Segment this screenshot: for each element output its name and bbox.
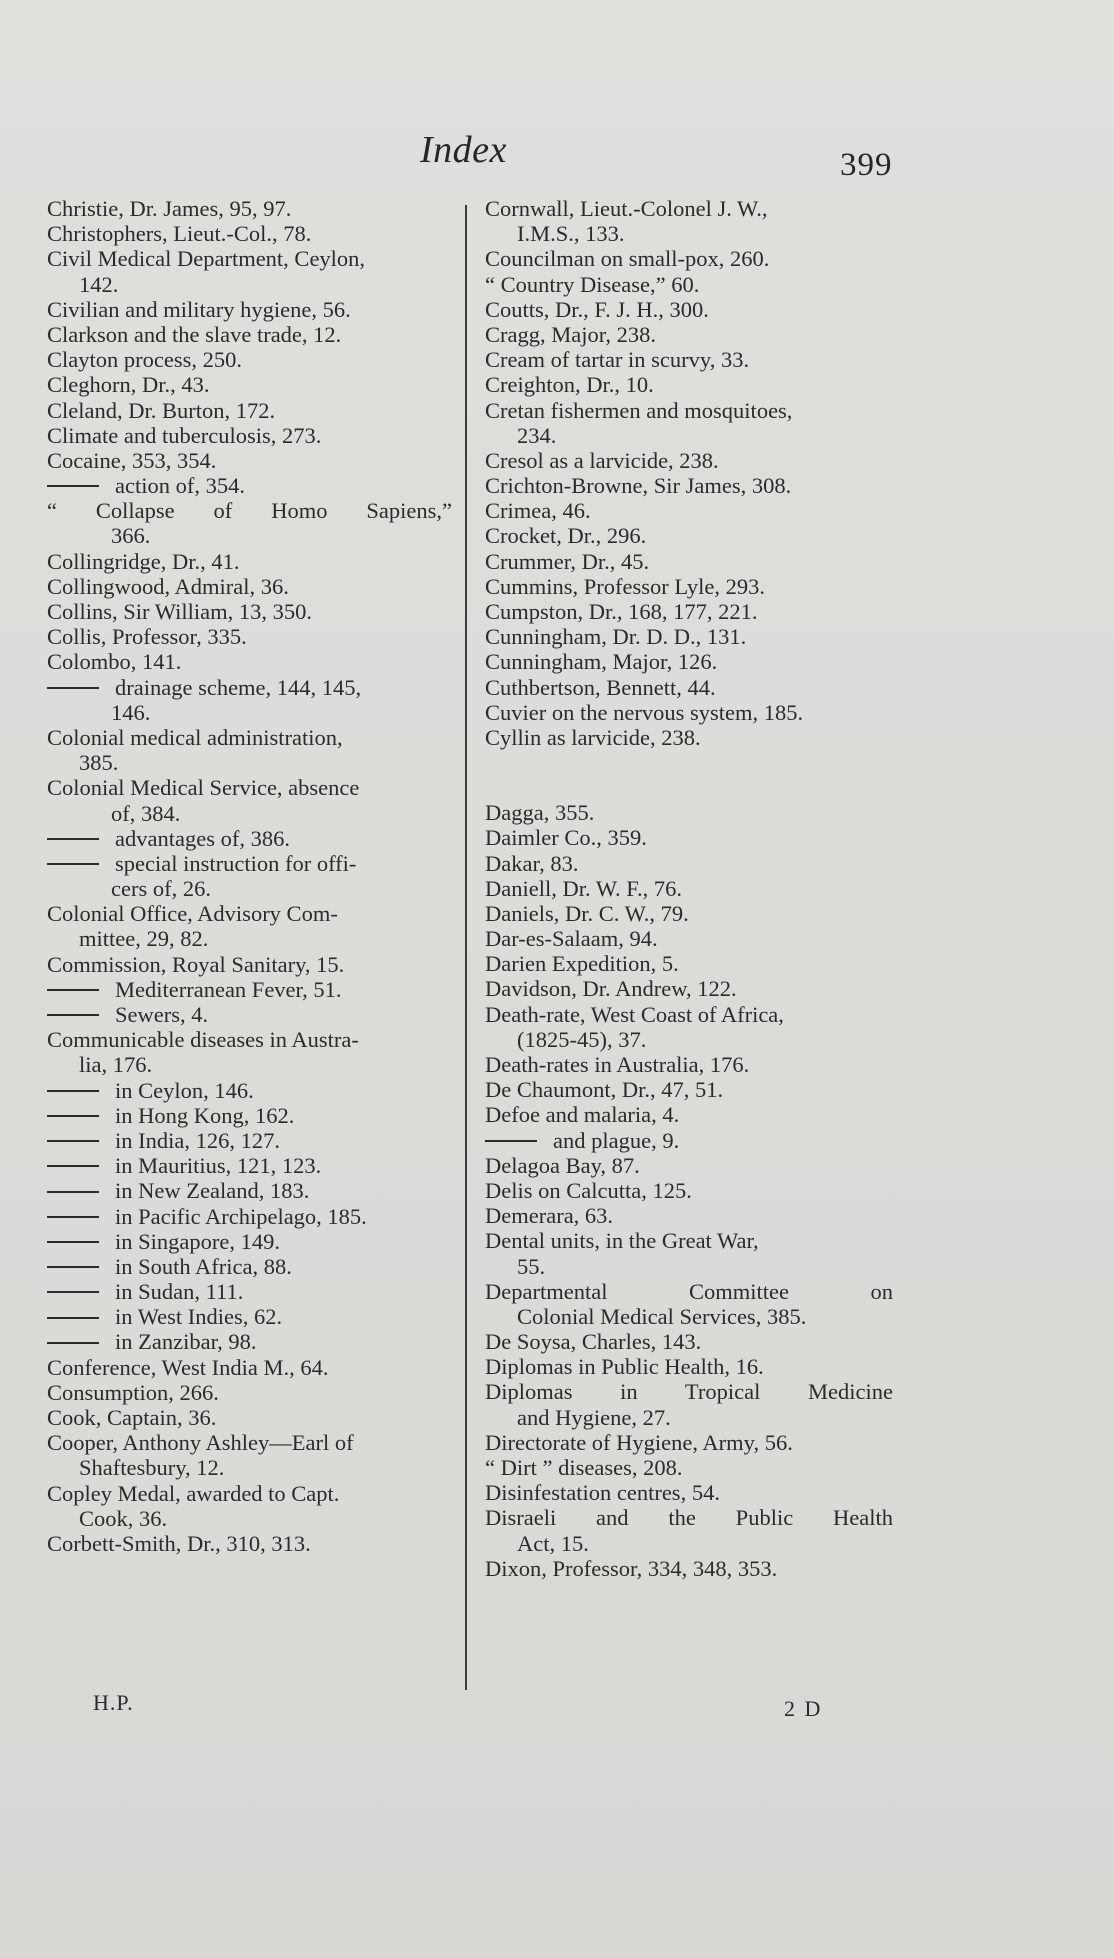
ditto-dash <box>47 1165 99 1167</box>
index-entry: Cumpston, Dr., 168, 177, 221. <box>485 599 758 624</box>
index-entry-continuation: 146. <box>111 699 151 725</box>
ditto-dash <box>47 838 99 840</box>
index-entry-continuation: Act, 15. <box>517 1530 589 1556</box>
ditto-dash <box>47 1115 99 1117</box>
index-entry: Dagga, 355. <box>485 800 595 826</box>
index-entry: Davidson, Dr. Andrew, 122. <box>485 976 737 1002</box>
index-subentry: special instruction for offi- <box>47 851 452 876</box>
index-entry: De Soysa, Charles, 143. <box>485 1329 702 1355</box>
index-entry: Collins, Sir William, 13, 350. <box>47 599 312 624</box>
ditto-dash <box>485 1140 537 1142</box>
index-entry: Conference, West India M., 64. <box>47 1354 329 1380</box>
index-entry: Corbett-Smith, Dr., 310, 313. <box>47 1530 311 1556</box>
page-number: 399 <box>840 147 893 183</box>
index-entry: Cretan fishermen and mosquitoes, <box>485 397 793 423</box>
index-entry: De Chaumont, Dr., 47, 51. <box>485 1077 724 1103</box>
section-gap <box>485 750 893 800</box>
ditto-dash <box>47 1140 99 1142</box>
index-entry: Communicable diseases in Austra- <box>47 1027 359 1053</box>
index-subentry: action of, 354. <box>47 473 452 498</box>
index-entry: Cooper, Anthony Ashley—Earl of <box>47 1430 354 1456</box>
index-entry-continuation: 55. <box>517 1253 546 1279</box>
index-entry: Crummer, Dr., 45. <box>485 548 650 574</box>
index-entry: Collingridge, Dr., 41. <box>47 548 240 574</box>
index-entry-continuation: 385. <box>79 750 119 776</box>
index-entry: Christie, Dr. James, 95, 97. <box>47 196 292 221</box>
ditto-dash <box>47 1342 99 1344</box>
index-entry: Daniell, Dr. W. F., 76. <box>485 875 682 901</box>
index-entry: Colonial medical administration, <box>47 724 343 750</box>
index-entry: Clarkson and the slave trade, 12. <box>47 321 342 347</box>
index-subentry: in Ceylon, 146. <box>47 1078 452 1103</box>
index-subentry: Sewers, 4. <box>47 1002 452 1027</box>
index-entry: Cresol as a larvicide, 238. <box>485 447 719 473</box>
index-entry-continuation: Cook, 36. <box>79 1505 168 1531</box>
index-entry: Collingwood, Admiral, 36. <box>47 573 289 599</box>
column-divider <box>465 205 467 1690</box>
index-entry: Councilman on small-pox, 260. <box>485 246 770 272</box>
index-entry: Diplomas in Tropical Medicine <box>485 1379 893 1405</box>
index-entry: Defoe and malaria, 4. <box>485 1102 680 1128</box>
index-subentry: in Mauritius, 121, 123. <box>47 1153 452 1178</box>
index-entry-continuation: lia, 176. <box>79 1052 153 1078</box>
index-entry: Diplomas in Public Health, 16. <box>485 1354 764 1380</box>
index-subentry: Mediterranean Fever, 51. <box>47 977 452 1002</box>
index-entry: “ Country Disease,” 60. <box>485 271 700 297</box>
index-entry: Disinfestation centres, 54. <box>485 1480 720 1506</box>
index-entry-continuation: cers of, 26. <box>111 876 211 902</box>
index-entry-continuation: 142. <box>79 271 119 297</box>
index-entry: “ Collapse of Homo Sapiens,” <box>47 498 452 524</box>
index-entry: Cyllin as larvicide, 238. <box>485 724 701 750</box>
index-entry: Dixon, Professor, 334, 348, 353. <box>485 1555 778 1581</box>
index-entry-continuation: 234. <box>517 422 557 448</box>
index-entry: Dar-es-Salaam, 94. <box>485 926 658 952</box>
index-entry: Cook, Captain, 36. <box>47 1405 217 1430</box>
index-column-right <box>485 196 893 1581</box>
index-entry: Delagoa Bay, 87. <box>485 1152 640 1178</box>
index-entry: Disraeli and the Public Health <box>485 1505 893 1531</box>
index-subentry: and plague, 9. <box>485 1128 893 1153</box>
index-entry: Christophers, Lieut.-Col., 78. <box>47 221 312 247</box>
index-entry: Consumption, 266. <box>47 1379 219 1405</box>
printer-signature-mark: H.P. <box>93 1690 134 1715</box>
index-subentry: in New Zealand, 183. <box>47 1178 452 1203</box>
ditto-dash <box>47 989 99 991</box>
ditto-dash <box>47 687 99 689</box>
index-entry-continuation: Shaftesbury, 12. <box>79 1455 225 1481</box>
index-subentry: in South Africa, 88. <box>47 1254 452 1279</box>
index-subentry: in India, 126, 127. <box>47 1128 452 1153</box>
index-entry: Commission, Royal Sanitary, 15. <box>47 951 345 977</box>
index-entry: Demerara, 63. <box>485 1203 614 1229</box>
ditto-dash <box>47 1241 99 1243</box>
index-subentry: in Zanzibar, 98. <box>47 1329 452 1354</box>
index-entry: Death-rates in Australia, 176. <box>485 1052 750 1077</box>
index-subentry: in Hong Kong, 162. <box>47 1103 452 1128</box>
index-entry: Cragg, Major, 238. <box>485 321 656 347</box>
index-entry: Delis on Calcutta, 125. <box>485 1177 692 1203</box>
ditto-dash <box>47 1317 99 1319</box>
ditto-dash <box>47 1291 99 1293</box>
index-entry: Civil Medical Department, Ceylon, <box>47 246 366 272</box>
index-entry: Creighton, Dr., 10. <box>485 372 654 398</box>
index-entry: Crichton-Browne, Sir James, 308. <box>485 473 792 499</box>
index-column-left <box>47 196 452 1556</box>
index-entry: Cunningham, Dr. D. D., 131. <box>485 624 747 650</box>
index-entry: Cleghorn, Dr., 43. <box>47 372 210 398</box>
index-entry: Cuthbertson, Bennett, 44. <box>485 674 716 700</box>
index-entry: Death-rate, West Coast of Africa, <box>485 1001 784 1027</box>
index-entry: Colonial Medical Service, absence <box>47 775 360 801</box>
index-entry: Crimea, 46. <box>485 498 591 524</box>
index-subentry: in Pacific Archipelago, 185. <box>47 1204 452 1229</box>
index-entry: Daniels, Dr. C. W., 79. <box>485 900 689 926</box>
index-entry-continuation: of, 384. <box>111 800 181 826</box>
ditto-dash <box>47 1014 99 1016</box>
index-entry: Copley Medal, awarded to Capt. <box>47 1480 340 1506</box>
index-entry: Dakar, 83. <box>485 850 579 876</box>
index-entry-continuation: mittee, 29, 82. <box>79 926 209 952</box>
index-entry: Colombo, 141. <box>47 649 182 675</box>
index-entry-continuation: 366. <box>111 523 151 549</box>
index-subentry: in Sudan, 111. <box>47 1279 452 1304</box>
index-entry: Coutts, Dr., F. J. H., 300. <box>485 296 709 322</box>
ditto-dash <box>47 863 99 865</box>
running-title: Index <box>420 129 507 171</box>
index-entry: “ Dirt ” diseases, 208. <box>485 1455 683 1480</box>
index-entry: Cream of tartar in scurvy, 33. <box>485 347 750 373</box>
ditto-dash <box>47 485 99 487</box>
index-entry: Cocaine, 353, 354. <box>47 447 217 473</box>
index-entry: Cummins, Professor Lyle, 293. <box>485 573 765 599</box>
index-entry: Cleland, Dr. Burton, 172. <box>47 397 276 423</box>
index-entry-continuation: (1825-45), 37. <box>517 1026 647 1052</box>
index-subentry: advantages of, 386. <box>47 826 452 851</box>
index-entry: Crocket, Dr., 296. <box>485 523 647 549</box>
index-entry: Collis, Professor, 335. <box>47 624 247 650</box>
index-entry-continuation: and Hygiene, 27. <box>517 1404 671 1430</box>
index-entry: Departmental Committee on <box>485 1278 893 1304</box>
index-subentry: in West Indies, 62. <box>47 1304 452 1329</box>
index-entry: Cunningham, Major, 126. <box>485 649 718 675</box>
index-entry: Colonial Office, Advisory Com- <box>47 901 338 927</box>
ditto-dash <box>47 1216 99 1218</box>
index-entry: Cornwall, Lieut.-Colonel J. W., <box>485 196 768 221</box>
ditto-dash <box>47 1191 99 1193</box>
index-entry: Directorate of Hygiene, Army, 56. <box>485 1429 793 1455</box>
index-entry: Clayton process, 250. <box>47 347 242 373</box>
index-entry-continuation: I.M.S., 133. <box>517 221 625 247</box>
index-subentry: drainage scheme, 144, 145, <box>47 675 452 700</box>
ditto-dash <box>47 1090 99 1092</box>
index-entry: Cuvier on the nervous system, 185. <box>485 699 804 725</box>
index-entry: Civilian and military hygiene, 56. <box>47 296 351 322</box>
ditto-dash <box>47 1266 99 1268</box>
gathering-signature-mark: 2 D <box>784 1696 823 1721</box>
index-entry-continuation: Colonial Medical Services, 385. <box>517 1303 807 1329</box>
index-subentry: in Singapore, 149. <box>47 1229 452 1254</box>
index-entry: Dental units, in the Great War, <box>485 1228 759 1254</box>
index-entry: Darien Expedition, 5. <box>485 951 679 977</box>
index-entry: Climate and tuberculosis, 273. <box>47 422 322 448</box>
index-entry: Daimler Co., 359. <box>485 825 647 851</box>
